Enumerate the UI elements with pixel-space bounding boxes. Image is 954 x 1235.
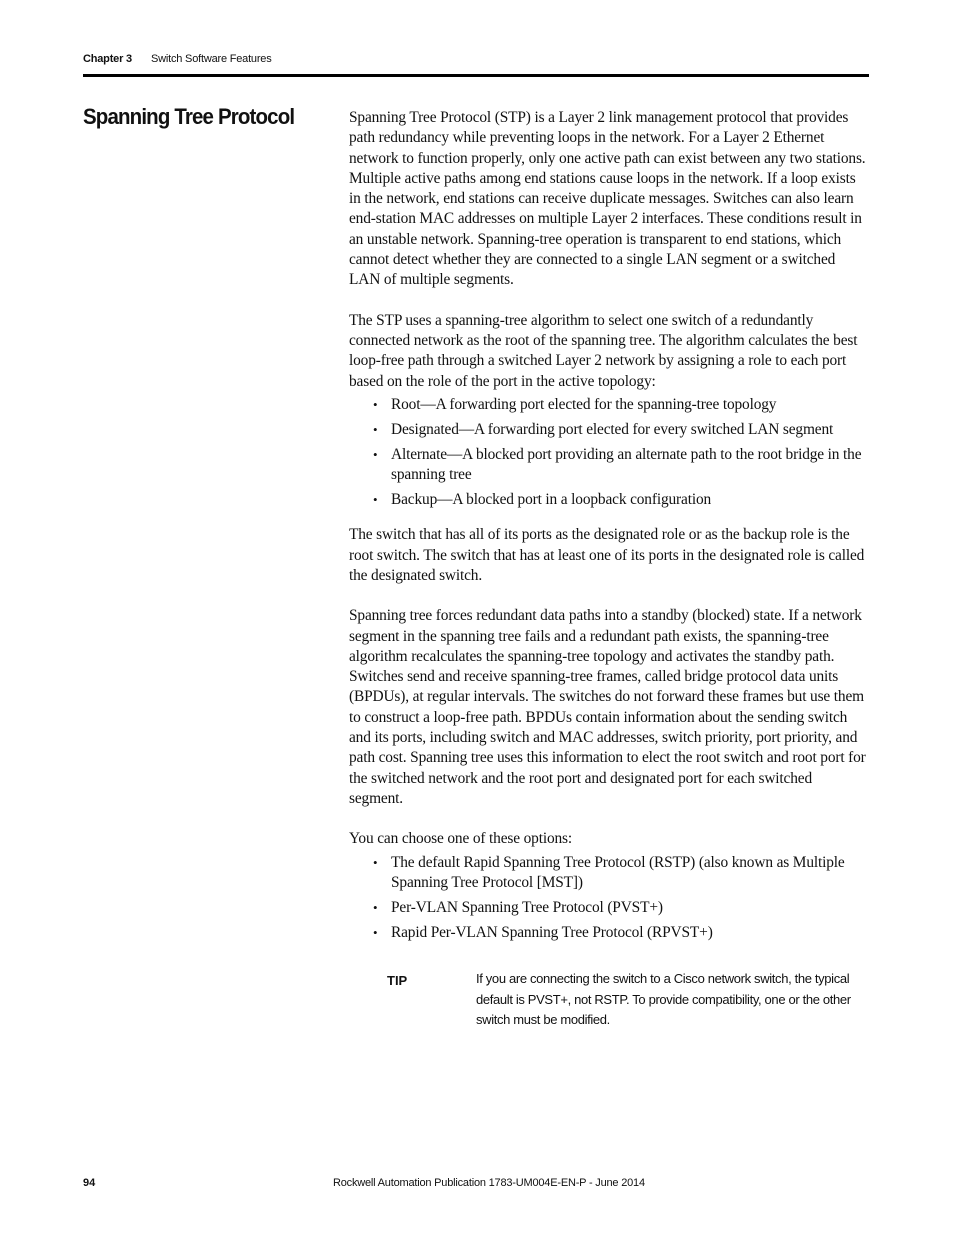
list-item: • The default Rapid Spanning Tree Protocol (RSTP) (also known as Multiple Spanning Tree Protocol [MST]) xyxy=(391,853,869,894)
chapter-title: Switch Software Features xyxy=(151,53,272,65)
paragraph: The switch that has all of its ports as the designated role or as the backup role is the root switch. The switch that has at least one of its ports in the designated role is called the designated switch. xyxy=(349,526,865,584)
section-title: Spanning Tree Protocol xyxy=(83,104,295,129)
page-number: 94 xyxy=(83,1177,96,1189)
port-roles-list xyxy=(349,395,869,511)
tip-text: If you are connecting the switch to a Cisco network switch, the typical default is PVST+, not RSTP. To provide compatibility, one or the other switch must be modified. xyxy=(476,971,851,1027)
paragraph: The STP uses a spanning-tree algorithm to select one switch of a redundantly connected network as the root of the spanning tree. The algorithm calculates the best loop-free path through a switched Layer 2 network by assigning a role to each port based on the role of the port in the active topology: xyxy=(349,311,858,390)
list-item: • Alternate—A blocked port providing an alternate path to the root bridge in the spanning tree xyxy=(391,445,869,486)
chapter-label: Chapter 3 xyxy=(83,53,132,65)
running-header xyxy=(83,53,272,65)
stp-options-list xyxy=(349,853,869,944)
list-item: • Rapid Per-VLAN Spanning Tree Protocol (RPVST+) xyxy=(391,923,869,943)
paragraph: Spanning tree forces redundant data paths into a standby (blocked) state. If a network segment in the spanning tree fails and a redundant path exists, the spanning-tree algorithm recalculates the spanning-tree topology and activates the standby path. Switches send and receive spanning-tree frames, called bridge protocol data units (BPDUs), at regular intervals. The switches do not forward these frames but use them to construct a loop-free path. BPDUs contain information about the sending switch and its ports, including switch and MAC addresses, switch priority, port priority, and path cost. Spanning tree uses this information to elect the root switch and root port for the switched network and the root port and designated port for each switched segment. xyxy=(349,607,866,807)
publication-info: Rockwell Automation Publication 1783-UM004E-EN-P - June 2014 xyxy=(333,1177,645,1189)
list-item: • Root—A forwarding port elected for the spanning-tree topology xyxy=(391,395,869,415)
header-rule xyxy=(83,74,869,77)
list-item: • Per-VLAN Spanning Tree Protocol (PVST+) xyxy=(391,898,869,918)
body-content xyxy=(349,108,869,948)
list-item: • Backup—A blocked port in a loopback configuration xyxy=(391,490,869,510)
tip-label: TIP xyxy=(387,973,408,988)
paragraph: You can choose one of these options: xyxy=(349,830,573,848)
list-item: • Designated—A forwarding port elected for every switched LAN segment xyxy=(391,420,869,440)
paragraph: Spanning Tree Protocol (STP) is a Layer 2 link management protocol that provides path redundancy while preventing loops in the network. For a Layer 2 Ethernet network to function properly, only one active path can exist between any two stations. Multiple active paths among end stations cause loops in the network. If a loop exists in the network, end stations can receive duplicate messages. Switches can also learn end-station MAC addresses on multiple Layer 2 interfaces. These conditions result in an unstable network. Spanning-tree operation is transparent to end stations, which cannot detect whether they are connected to a single LAN segment or a switched LAN of multiple segments. xyxy=(349,109,866,289)
